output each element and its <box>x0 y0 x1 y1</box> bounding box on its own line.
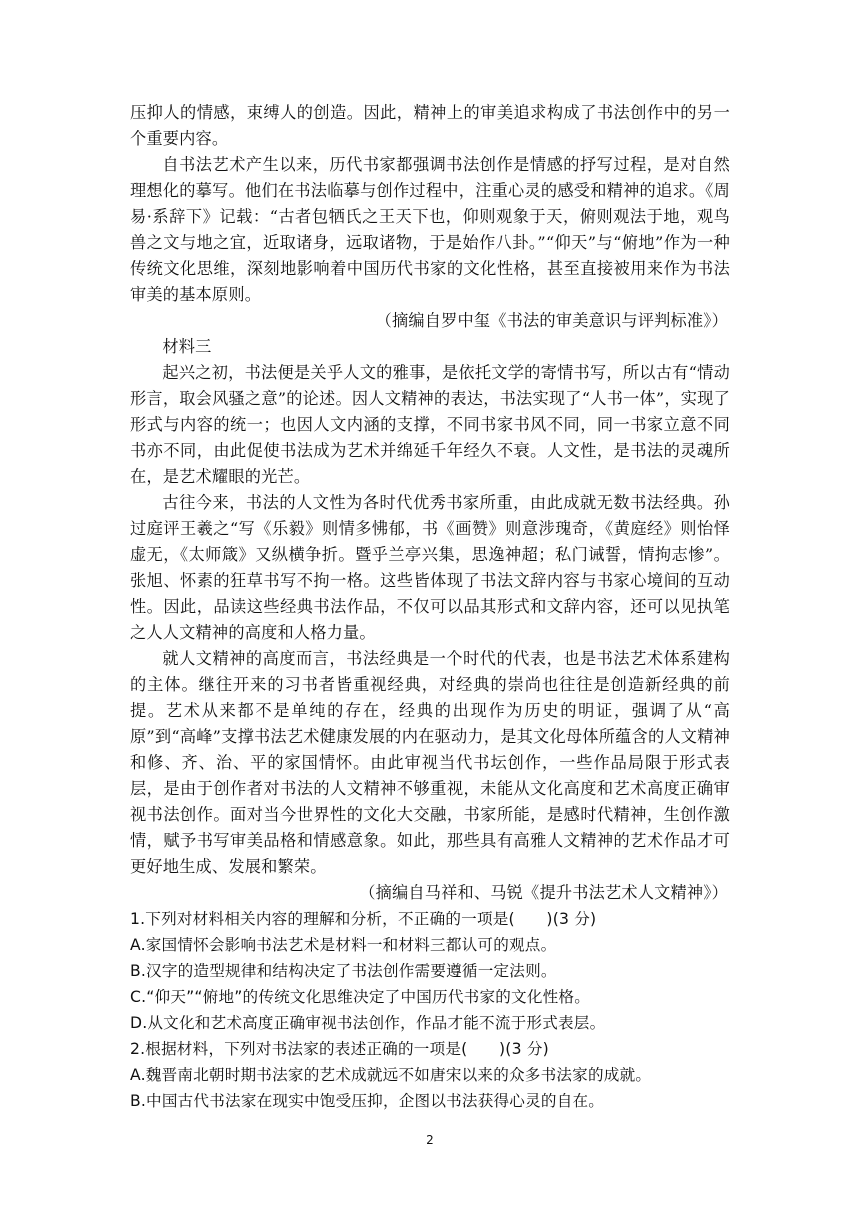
question-1-option-b: B.汉字的造型规律和结构决定了书法创作需要遵循一定法则。 <box>130 962 557 980</box>
question-1-option-d: D.从文化和艺术高度正确审视书法创作，作品才能不流于形式表层。 <box>130 1014 606 1032</box>
question-2: 2.根据材料，下列对书法家的表述正确的一项是( )(3 分) <box>130 1040 549 1058</box>
question-1: 1.下列对材料相关内容的理解和分析，不正确的一项是( )(3 分) <box>130 910 597 928</box>
paragraph-material-three-1: 起兴之初，书法便是关乎人文的雅事，是依托文学的寄情书写，所以古有“情动形言，取会风骚之意”的论述。因人文精神的表达，书法实现了“人书一体”，实现了形式与内容的统一；也因人文内涵的支撑，不同书家书风不同，同一书家立意不同书亦不同，由此促使书法成为艺术并绵延千年经久不衰。人文性，是书法的灵魂所在，是艺术耀眼的光芒。 <box>130 363 730 486</box>
page-content <box>130 100 730 1114</box>
question-2-option-b: B.中国古代书法家在现实中饱受压抑，企图以书法获得心灵的自在。 <box>130 1092 605 1110</box>
question-2-option-a: A.魏晋南北朝时期书法家的艺术成就远不如唐宋以来的众多书法家的成就。 <box>130 1066 652 1084</box>
question-1-option-a: A.家国情怀会影响书法艺术是材料一和材料三都认可的观点。 <box>130 936 557 954</box>
paragraph-material-three-3: 就人文精神的高度而言，书法经典是一个时代的代表，也是书法艺术体系建构的主体。继往开来的习书者皆重视经典，对经典的崇尚也往往是创造新经典的前提。艺术从来都不是单纯的存在，经典的出现作为历史的明证，强调了从“高原”到“高峰”支撑书法艺术健康发展的内在驱动力，是其文化母体所蕴含的人文精神和修、齐、治、平的家国情怀。由此审视当代书坛创作，一些作品局限于形式表层，是由于创作者对书法的人文精神不够重视，未能从文化高度和艺术高度正确审视书法创作。面对当今世界性的文化大交融，书家所能，是感时代精神，生创作激情，赋予书写审美品格和情感意象。如此，那些具有高雅人文精神的艺术作品才可更好地生成、发展和繁荣。 <box>130 649 730 876</box>
source-citation-1: （摘编自罗中玺《书法的审美意识与评判标准》） <box>375 311 728 330</box>
paragraph-material-two: 自书法艺术产生以来，历代书家都强调书法创作是情感的抒写过程，是对自然理想化的摹写。他们在书法临摹与创作过程中，注重心灵的感受和精神的追求。《周易·系辞下》记载：“古者包牺氏之王天下也，仰则观象于天，俯则观法于地，观鸟兽之文与地之宜，近取诸身，远取诸物，于是始作八卦。”“仰天”与“俯地”作为一种传统文化思维，深刻地影响着中国历代书家的文化性格，甚至直接被用来作为书法审美的基本原则。 <box>130 155 730 304</box>
paragraph-continuation: 压抑人的情感，束缚人的创造。因此，精神上的审美追求构成了书法创作中的另一个重要内容。 <box>130 103 730 148</box>
question-1-option-c: C.“仰天”“俯地”的传统文化思维决定了中国历代书家的文化性格。 <box>130 988 590 1006</box>
paragraph-material-three-2: 古往今来，书法的人文性为各时代优秀书家所重，由此成就无数书法经典。孙过庭评王羲之“写《乐毅》则情多怫郁，书《画赞》则意涉瑰奇，《黄庭经》则怡怿虚无，《太师箴》又纵横争折。暨乎兰亭兴集，思逸神超；私门诫誓，情拘志惨”。张旭、怀素的狂草书写不拘一格。这些皆体现了书法文辞内容与书家心境间的互动性。因此，品读这些经典书法作品，不仅可以品其形式和文辞内容，还可以见执笔之人人文精神的高度和人格力量。 <box>130 493 730 642</box>
page-number: 2 <box>426 1133 434 1147</box>
source-citation-2: （摘编自马祥和、马锐《提升书法艺术人文精神》） <box>359 883 728 902</box>
material-three-heading: 材料三 <box>162 337 212 356</box>
